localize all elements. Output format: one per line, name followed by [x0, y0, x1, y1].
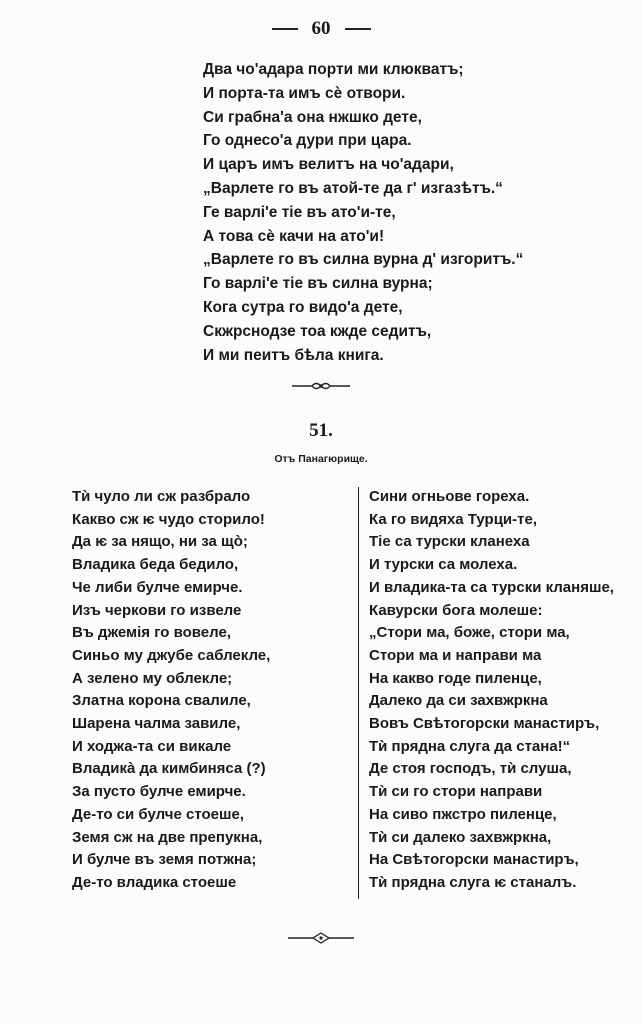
- song-line-left: Де-то си булче стоеше,: [72, 805, 245, 823]
- song-line-right: Тіе са турски кланеха: [369, 533, 530, 551]
- column-divider: [358, 487, 359, 899]
- song-line-right: Сини огньове гореха.: [369, 488, 530, 505]
- ornamental-rule-icon: [292, 380, 350, 392]
- song-line-left: Владика беда бедило,: [72, 556, 239, 574]
- song-line-right: Де стоя господъ, тѝ слуша,: [369, 760, 572, 778]
- poem-line: А това сѐ качи на ато'и!: [203, 227, 385, 245]
- song-line-left: Земя сж на две препукна,: [72, 828, 263, 846]
- poem-line: Си грабна'а она нжшко дете,: [203, 108, 422, 126]
- poem-line: Скжрснодзе тоа кжде седитъ,: [203, 322, 432, 340]
- song-line-right: Тѝ прядна слуга да стана!“: [369, 737, 571, 755]
- song-line-left: Да ѥ за нящо, ни за щò;: [72, 533, 248, 551]
- song-number: 51.: [309, 420, 333, 441]
- page-header: [0, 18, 642, 48]
- poem-line: И царъ имъ велитъ на чо'адари,: [203, 156, 454, 174]
- poem-line: И ми пеитъ бѣла книга.: [203, 346, 384, 364]
- header-left-dash: [272, 28, 298, 30]
- poem-line: Ге варлі'е тіе въ ато'и-те,: [203, 203, 396, 221]
- song-origin: Отъ Панагюрище.: [274, 453, 368, 465]
- ornament-divider-bottom: [0, 929, 642, 948]
- poem-line: Два чо'адара порти ми клюкватъ;: [203, 61, 464, 78]
- song-line-right: Тѝ си го стори направи: [369, 783, 543, 801]
- song-line-right: На какво годе пиленце,: [369, 669, 542, 687]
- song-left-column: [72, 486, 347, 895]
- song-line-left: И ходжа-та си викале: [72, 737, 232, 755]
- poem-line: „Варлете го въ атой-те да г' изгазѣтъ.“: [203, 179, 503, 197]
- poem-line: Го однесо'а дури при цара.: [203, 132, 412, 150]
- ornament-divider-top: [0, 377, 642, 396]
- song-line-right: Кавурски бога молеше:: [369, 601, 543, 619]
- song-line-left: Златна корона свалиле,: [72, 692, 251, 710]
- song-line-right: И турски са молеха.: [369, 556, 518, 574]
- poem-line: „Варлете го въ силна вурна д' изгоритъ.“: [203, 251, 524, 269]
- song-line-right: Тѝ си далеко захвжркна,: [369, 828, 552, 846]
- song-line-left: Де-то владика стоеше: [72, 873, 237, 891]
- song-line-right: На Свѣтогорски манастиръ,: [369, 851, 579, 869]
- song-line-left: Изъ черкови го извеле: [72, 601, 242, 619]
- ornamental-rule-icon: [288, 932, 354, 944]
- poem-line: И порта-та имъ сѐ отвори.: [203, 84, 406, 102]
- header-right-dash: [345, 28, 371, 30]
- song-line-left: А зелено му облекле;: [72, 669, 233, 687]
- poem-line: Го варлі'е тіе въ силна вурна;: [203, 275, 433, 293]
- song-right-column: [369, 486, 641, 895]
- song-line-right: „Стори ма, боже, стори ма,: [369, 624, 570, 642]
- song-line-left: Какво сж ѥ чудо сторило!: [72, 510, 265, 528]
- song-line-left: И булче въ земя потжна;: [72, 851, 257, 869]
- song-line-right: Ка го видяха Турци-те,: [369, 510, 537, 528]
- song-line-right: И владика-та са турски кланяше,: [369, 578, 614, 596]
- song-line-right: Далеко да си захвжркна: [369, 692, 548, 710]
- song-line-right: Тѝ прядна слуга ѥ станалъ.: [369, 873, 577, 891]
- song-line-left: Че либи булче емирче.: [72, 578, 243, 596]
- song-line-right: На сиво пжстро пиленце,: [369, 805, 557, 823]
- song-line-left: Шарена чалма завиле,: [72, 715, 241, 733]
- continued-poem: [203, 58, 603, 367]
- poem-line: Кога сутра го видо'а дете,: [203, 298, 403, 316]
- page-number: 60: [311, 18, 331, 39]
- song-line-right: Вовъ Свѣтогорски манастиръ,: [369, 715, 600, 733]
- song-line-left: Въ джемія го вовеле,: [72, 624, 231, 642]
- song-line-left: Синьо му джубе саблекле,: [72, 646, 271, 664]
- song-line-left: Тѝ чуло ли сж разбрало: [72, 488, 251, 505]
- song-line-left: За пусто булче емирче.: [72, 783, 246, 801]
- song-line-left: Владикà да кимбиняса (?): [72, 760, 266, 778]
- song-line-right: Стори ма и направи ма: [369, 646, 542, 664]
